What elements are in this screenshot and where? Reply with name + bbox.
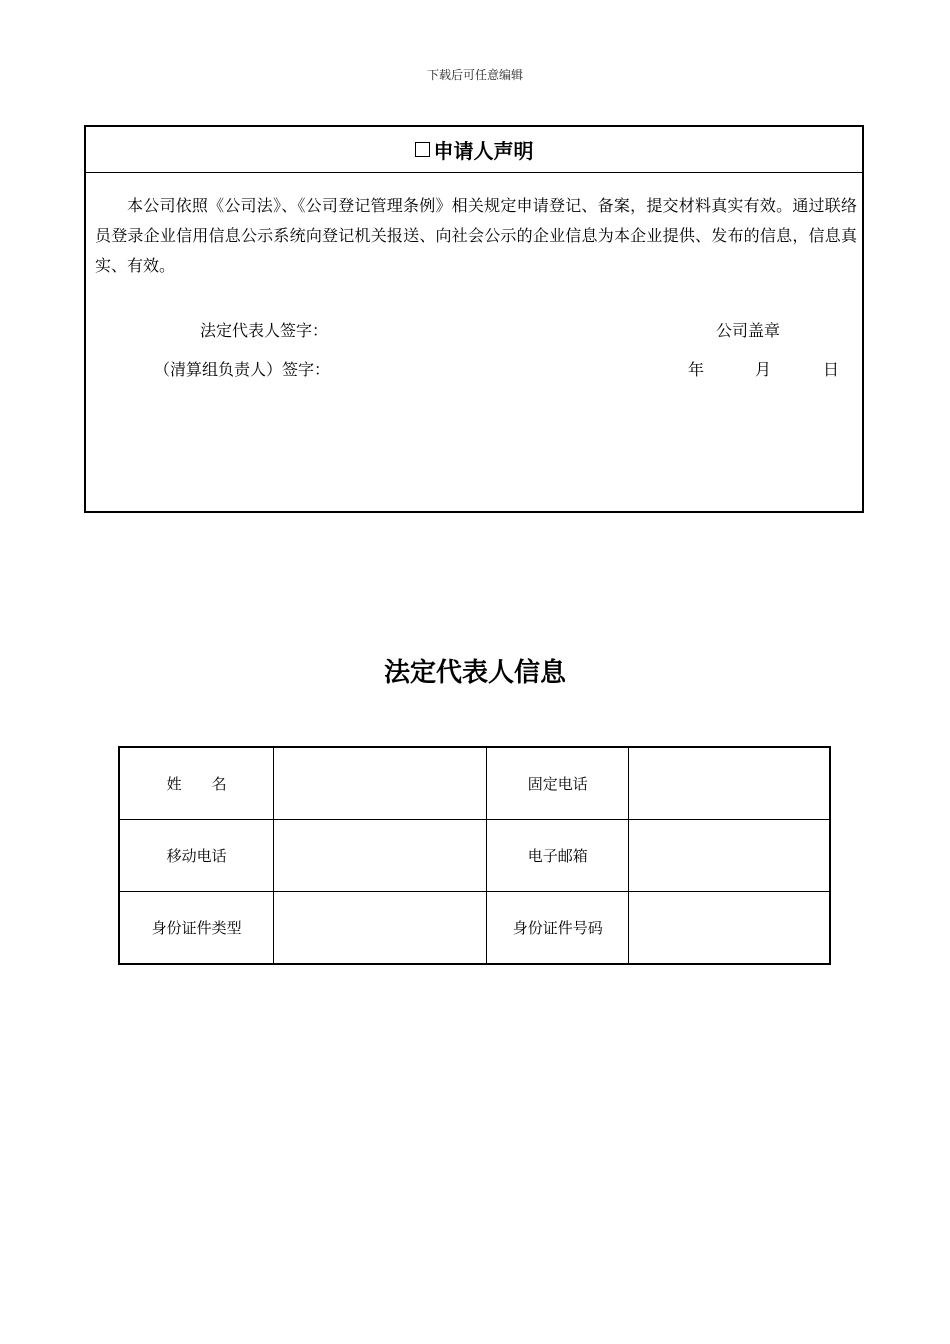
table-row xyxy=(119,820,830,892)
table-value-id-number[interactable] xyxy=(629,892,830,965)
table-row xyxy=(119,892,830,965)
date-year-label: 年 xyxy=(688,360,705,379)
table-label-mobile: 移动电话 xyxy=(119,820,274,892)
table-value-mobile[interactable] xyxy=(274,820,487,892)
table-value-name[interactable] xyxy=(274,747,487,820)
declaration-body: 本公司依照《公司法》、《公司登记管理条例》相关规定申请登记、备案，提交材料真实有效。通过联络员登录企业信用信息公示系统向登记机关报送、向社会公示的企业信息为本企业提供、发布的信息，信息真实、有效。 xyxy=(95,196,857,275)
liquidation-signature-label: （清算组负责人）签字： xyxy=(154,360,331,379)
date-month-label: 月 xyxy=(755,360,772,379)
table-label-email: 电子邮箱 xyxy=(487,820,629,892)
legal-rep-info-table xyxy=(118,746,831,965)
declaration-title-row xyxy=(86,127,862,173)
table-row xyxy=(119,747,830,820)
section-title: 法定代表人信息 xyxy=(383,658,566,688)
header-note: 下载后可任意编辑 xyxy=(426,68,523,82)
table-value-email[interactable] xyxy=(629,820,830,892)
table-label-landline: 固定电话 xyxy=(487,747,629,820)
date-day-label: 日 xyxy=(823,360,840,379)
company-seal-label: 公司盖章 xyxy=(716,321,781,340)
declaration-title: 申请人声明 xyxy=(433,139,534,163)
table-label-name: 姓 名 xyxy=(119,747,274,820)
legal-rep-signature-label: 法定代表人签字： xyxy=(200,321,329,340)
declaration-box xyxy=(84,125,864,513)
table-value-id-type[interactable] xyxy=(274,892,487,965)
table-label-id-type: 身份证件类型 xyxy=(119,892,274,965)
declaration-checkbox[interactable] xyxy=(415,142,430,157)
table-value-landline[interactable] xyxy=(629,747,830,820)
table-label-id-number: 身份证件号码 xyxy=(487,892,629,965)
